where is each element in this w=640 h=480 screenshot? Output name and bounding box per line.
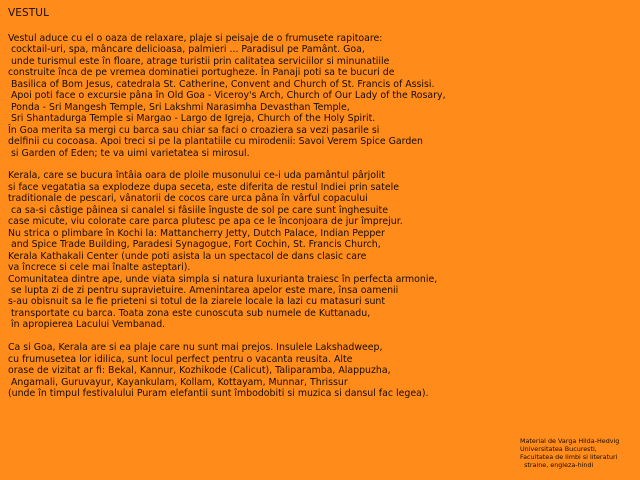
credit-line: Universitatea Bucuresti,	[520, 445, 597, 453]
text-line: va încrece si cele mai înalte asteptari).	[8, 262, 191, 274]
text-line: Apoi poti face o excursie pâna în Old Goa - Viceroy's Arch, Church of Our Lady of the Rosary,	[8, 90, 446, 102]
credit-line: Facultatea de limbi si literaturi	[520, 453, 618, 461]
text-line: se lupta zi de zi pentru supravietuire. Amenintarea apelor este mare, însa oamenii	[8, 285, 399, 297]
text-line: Ponda - Sri Mangesh Temple, Sri Lakshmi Narasimha Devasthan Temple,	[8, 101, 350, 113]
text-line: Sri Shantadurga Temple si Margao - Largo de Igreja, Church of the Holy Spirit.	[8, 113, 376, 125]
text-line: Comunitatea dintre ape, unde viata simpla si natura luxurianta traiesc în perfecta armonie,	[8, 273, 438, 285]
paragraph-beaches	[8, 342, 528, 399]
text-line: În Goa merita sa mergi cu barca sau chiar sa faci o croaziera sa vezi pasarile si	[8, 124, 380, 136]
text-line: ca sa-si câstige pâinea si canalel si fâsiile înguste de sol pe care sunt înghesuite	[8, 204, 388, 216]
text-line: Ca si Goa, Kerala are si ea plaje care nu sunt mai prejos. Insulele Lakshadweep,	[8, 342, 383, 354]
credit-line: Material de Varga Hilda-Hedvig	[520, 437, 620, 445]
text-line: traditionale de pescari, vânatorii de cocos care urca pâna în vârful copacului	[8, 193, 368, 205]
text-line: în apropierea Lacului Vembanad.	[8, 319, 166, 331]
text-line: unde turismul este în floare, atrage turistii prin calitatea serviciilor si minunatiile	[8, 55, 390, 67]
text-line: case micute, viu colorate care parca plutesc pe apa ce le înconjoara de jur împrejur.	[8, 216, 403, 228]
text-line: s-au obisnuit sa le fie prieteni si totul de la ziarele locale la lazi cu matasuri sunt	[8, 296, 386, 308]
paragraph-spacer	[8, 331, 528, 343]
paragraph-kerala	[8, 170, 528, 330]
text-line: Nu strica o plimbare în Kochi la: Mattancherry Jetty, Dutch Palace, Indian Pepper	[8, 227, 385, 239]
credit-line: straine, engleza-hindi	[520, 461, 594, 469]
text-line: Basilica of Bom Jesus, catedrala St. Catherine, Convent and Church of St. Francis of Assisi.	[8, 78, 435, 90]
text-line: construite înca de pe vremea dominatiei portugheze. În Panaji poti sa te bucuri de	[8, 67, 395, 79]
text-line: si face vegatatia sa explodeze dupa seceta, este diferita de restul Indiei prin satele	[8, 181, 399, 193]
text-line: Kerala Kathakali Center (unde poti asista la un spectacol de dans clasic care	[8, 250, 367, 262]
text-line: (unde în timpul festivalului Puram elefantii sunt îmbodobiti si muzica si dansul fac legea).	[8, 388, 429, 400]
slide-title: VESTUL	[8, 7, 50, 19]
text-line: Kerala, care se bucura întâia oara de ploile musonului ce-i uda pamântul pârjolit	[8, 170, 385, 182]
text-line: Vestul aduce cu el o oaza de relaxare, plaje si peisaje de o frumusete rapitoare:	[8, 33, 383, 44]
text-line: Angamali, Guruvayur, Kayankulam, Kollam, Kottayam, Munnar, Thrissur	[8, 376, 348, 388]
text-line: cocktail-uri, spa, mâncare delicioasa, palmieri ... Paradisul pe Pamânt. Goa,	[8, 44, 365, 56]
text-line: orase de vizitat ar fi: Bekal, Kannur, Kozhikode (Calicut), Taliparamba, Alappuzha,	[8, 365, 391, 377]
paragraph-goa	[8, 33, 528, 159]
paragraph-spacer	[8, 159, 528, 171]
text-line: cu frumusetea lor idilica, sunt locul perfect pentru o vacanta reusita. Alte	[8, 353, 353, 365]
author-credit	[520, 437, 635, 469]
body-text	[8, 33, 528, 400]
text-line: si Garden of Eden; te va uimi varietatea si mirosul.	[8, 147, 250, 159]
text-line: transportate cu barca. Toata zona este cunoscuta sub numele de Kuttanadu,	[8, 307, 371, 319]
text-line: delfinii cu cocoasa. Apoi treci si pe la plantatiile cu mirodenii: Savoi Verem Spice Garden	[8, 136, 423, 148]
text-line: and Spice Trade Building, Paradesi Synagogue, Fort Cochin, St. Francis Church,	[8, 239, 381, 251]
